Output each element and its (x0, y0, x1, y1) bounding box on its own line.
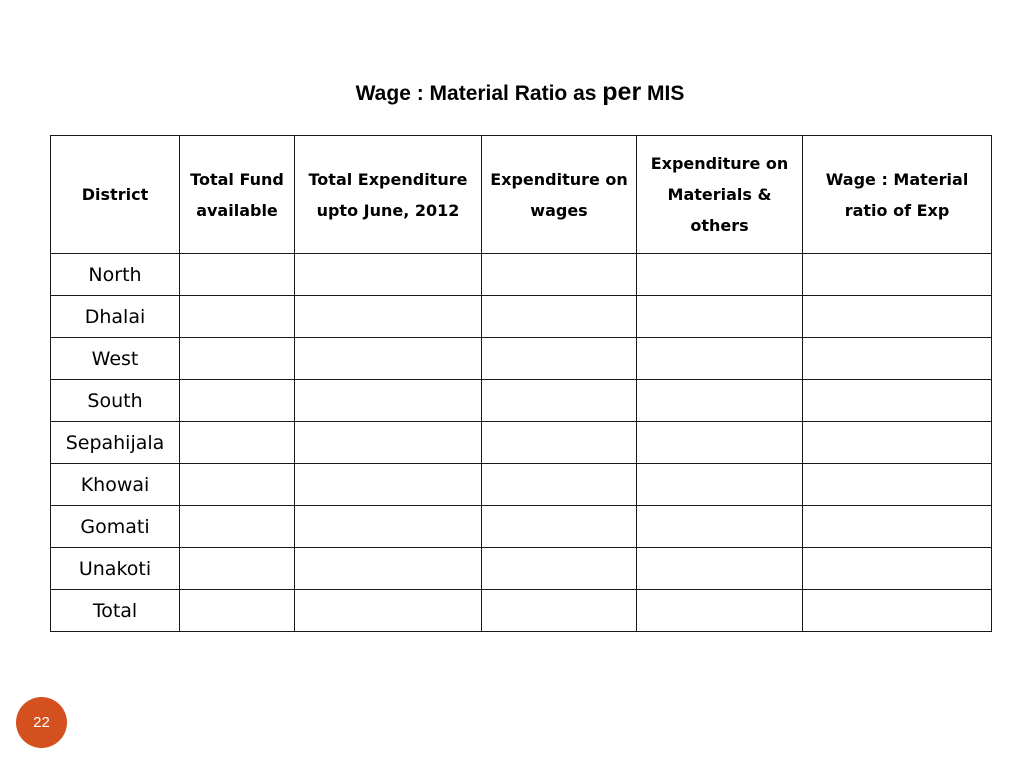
header-total-fund: Total Fund available (180, 136, 295, 254)
wages-cell (482, 590, 637, 632)
table-row-total (51, 590, 992, 632)
materials-cell (637, 506, 803, 548)
expenditure-cell (295, 422, 482, 464)
ratio-cell (803, 464, 992, 506)
ratio-cell (803, 422, 992, 464)
page-number: 22 (33, 714, 50, 731)
expenditure-cell (295, 590, 482, 632)
table-row (51, 338, 992, 380)
district-cell: Dhalai (51, 296, 180, 338)
table-row (51, 464, 992, 506)
header-wage-material-ratio: Wage : Material ratio of Exp (803, 136, 992, 254)
wages-cell (482, 338, 637, 380)
title-suffix: MIS (641, 82, 685, 105)
materials-cell (637, 296, 803, 338)
header-district: District (51, 136, 180, 254)
district-cell: Sepahijala (51, 422, 180, 464)
ratio-cell (803, 548, 992, 590)
ratio-cell (803, 380, 992, 422)
header-total-expenditure: Total Expenditure upto June, 2012 (295, 136, 482, 254)
wages-cell (482, 464, 637, 506)
wages-cell (482, 548, 637, 590)
wages-cell (482, 506, 637, 548)
ratio-cell (803, 254, 992, 296)
expenditure-cell (295, 548, 482, 590)
header-row (51, 136, 992, 254)
table-row (51, 422, 992, 464)
district-cell: West (51, 338, 180, 380)
expenditure-cell (295, 296, 482, 338)
district-cell: Unakoti (51, 548, 180, 590)
ratio-cell (803, 590, 992, 632)
expenditure-cell (295, 506, 482, 548)
materials-cell (637, 464, 803, 506)
district-cell: Khowai (51, 464, 180, 506)
wages-cell (482, 422, 637, 464)
fund-cell (180, 422, 295, 464)
title-prefix: Wage : Material Ratio as (355, 82, 603, 105)
page-number-badge (16, 697, 67, 748)
fund-cell (180, 590, 295, 632)
district-cell: North (51, 254, 180, 296)
fund-cell (180, 338, 295, 380)
district-cell: South (51, 380, 180, 422)
table-row (51, 254, 992, 296)
materials-cell (637, 254, 803, 296)
ratio-cell (803, 506, 992, 548)
materials-cell (637, 548, 803, 590)
fund-cell (180, 548, 295, 590)
fund-cell (180, 506, 295, 548)
header-expenditure-wages: Expenditure on wages (482, 136, 637, 254)
ratio-cell (803, 338, 992, 380)
fund-cell (180, 254, 295, 296)
wages-cell (482, 254, 637, 296)
ratio-cell (803, 296, 992, 338)
fund-cell (180, 296, 295, 338)
expenditure-cell (295, 254, 482, 296)
slide-title (0, 76, 1024, 110)
wages-cell (482, 380, 637, 422)
district-cell: Gomati (51, 506, 180, 548)
fund-cell (180, 380, 295, 422)
table-row (51, 548, 992, 590)
header-expenditure-materials: Expenditure on Materials & others (637, 136, 803, 254)
wage-material-table (50, 135, 992, 632)
fund-cell (180, 464, 295, 506)
title-emphasis: per (602, 78, 642, 106)
materials-cell (637, 422, 803, 464)
materials-cell (637, 380, 803, 422)
expenditure-cell (295, 464, 482, 506)
materials-cell (637, 338, 803, 380)
table-row (51, 380, 992, 422)
wages-cell (482, 296, 637, 338)
expenditure-cell (295, 338, 482, 380)
materials-cell (637, 590, 803, 632)
table-row (51, 506, 992, 548)
district-cell: Total (51, 590, 180, 632)
table-row (51, 296, 992, 338)
expenditure-cell (295, 380, 482, 422)
